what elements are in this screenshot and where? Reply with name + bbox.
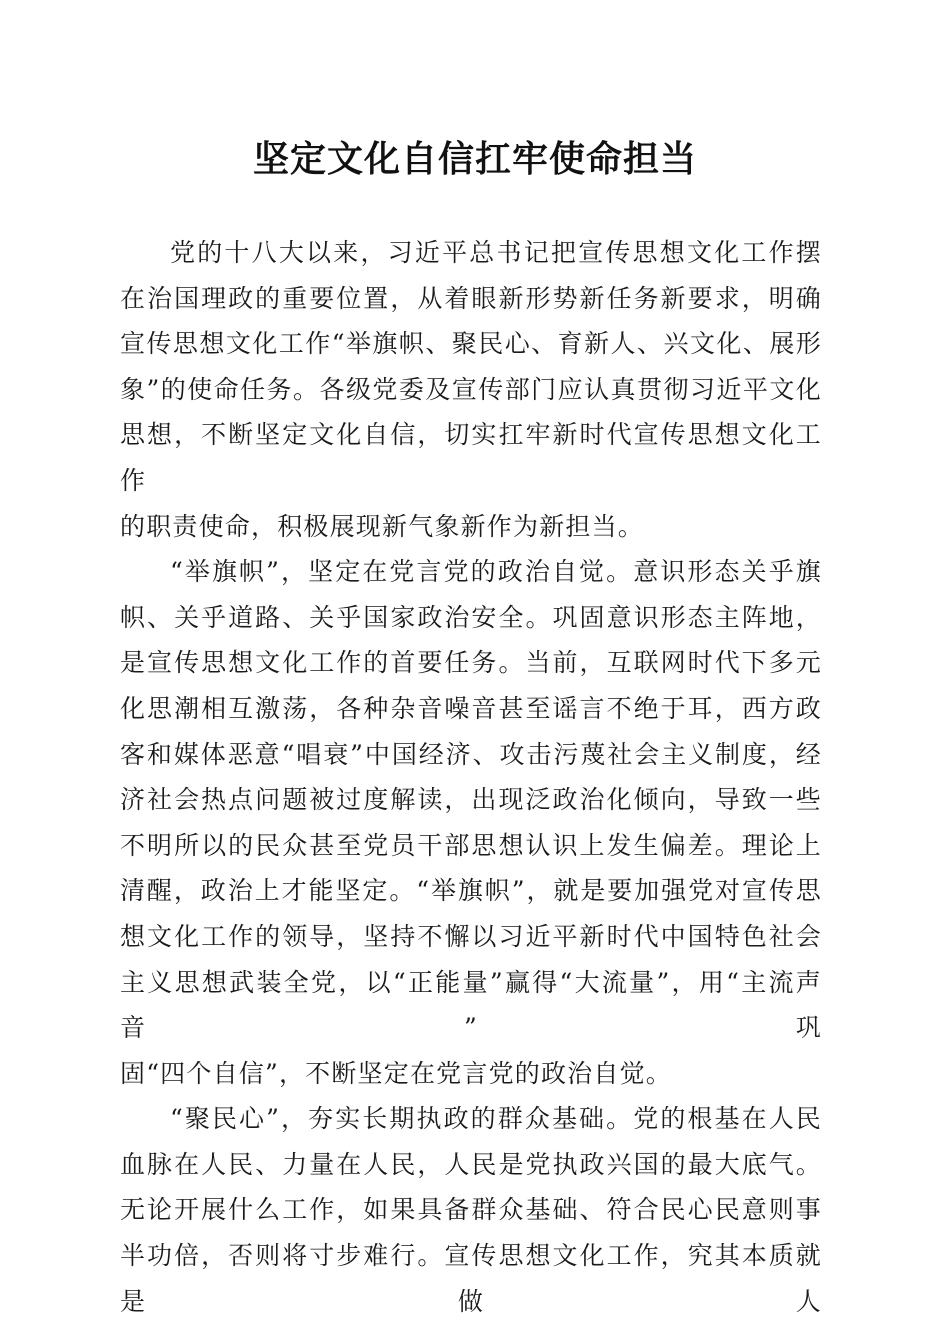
paragraph-1-last-line: 的职责使命，积极展现新气象新作为新担当。 <box>120 511 645 541</box>
paragraph-1: 党的十八大以来，习近平总书记把宣传思想文化工作摆在治国理政的重要位置，从着眼新形势新任务新要求，明确宣传思想文化工作“举旗帜、聚民心、育新人、兴文化、展形象”的使命任务。各级党委及宣传部门应认真贯彻习近平文化思想，不断坚定文化自信，切实扛牢新时代宣传思想文化工作 <box>120 238 822 495</box>
paragraph-2: “举旗帜”，坚定在党言党的政治自觉。意识形态关乎旗帜、关乎道路、关乎国家政治安全。巩固意识形态主阵地，是宣传思想文化工作的首要任务。当前，互联网时代下多元化思潮相互激荡，各种杂音噪音甚至谣言不绝于耳，西方政客和媒体恶意“唱衰”中国经济、攻击污蔑社会主义制度，经济社会热点问题被过度解读，出现泛政治化倾向，导致一些不明所以的民众甚至党员干部思想认识上发生偏差。理论上清醒，政治上才能坚定。“举旗帜”，就是要加强党对宣传思想文化工作的领导，坚持不懈以习近平新时代中国特色社会主义思想武装全党，以“正能量”赢得“大流量”，用“主流声音”巩 <box>120 557 822 1043</box>
paragraph-3: “聚民心”，夯实长期执政的群众基础。党的根基在人民血脉在人民、力量在人民，人民是党执政兴国的最大底气。无论开展什么工作，如果具备群众基础、符合民心民意则事半功倍，否则将寸步难行。宣传思想文化工作，究其本质就是做人 <box>120 1104 822 1316</box>
document-title: 坚定文化自信扛牢使命担当 <box>252 138 697 180</box>
document-body <box>120 230 822 1324</box>
paragraph-2-last-line: 固“四个自信”，不断坚定在党言党的政治自觉。 <box>120 1058 672 1088</box>
